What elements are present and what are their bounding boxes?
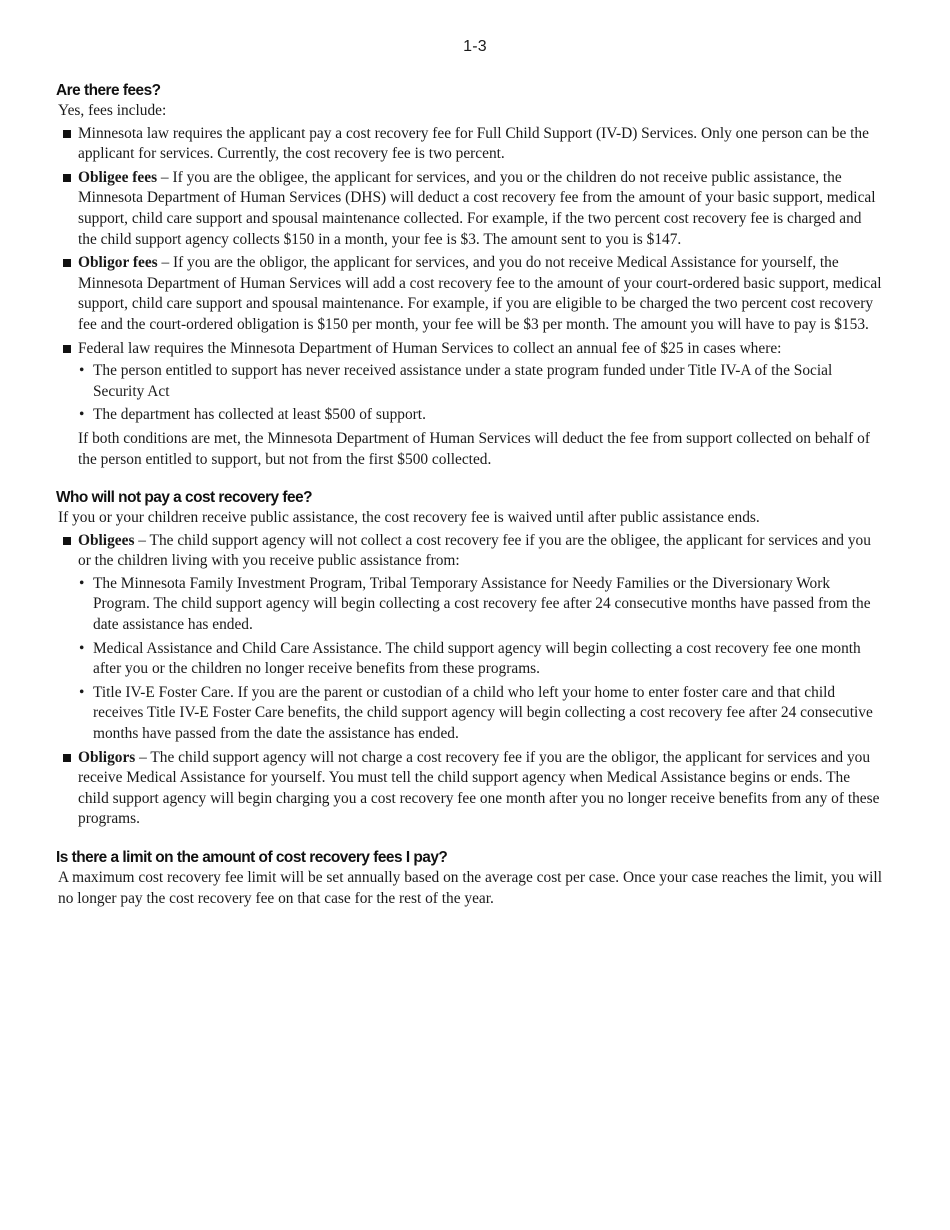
list-item-obligees [56, 531, 882, 745]
square-bullet-icon [63, 345, 71, 353]
dot-bullet-icon: • [79, 362, 85, 380]
sub-list [78, 361, 882, 426]
sub-list-item [78, 574, 882, 636]
section-heading: Is there a limit on the amount of cost recovery fees I pay? [56, 849, 448, 866]
page-number: 1-3 [463, 38, 487, 55]
list-item-note: If both conditions are met, the Minnesota Department of Human Services will deduct the fee from support collected on behalf of the person entitled to support, but not from the first $500 collected. [78, 429, 870, 468]
sub-list-item [78, 639, 882, 680]
term-label: Obligors [78, 748, 136, 766]
section-fee-limit [56, 847, 882, 909]
section-heading: Are there fees? [56, 82, 161, 99]
list-item-obligors [56, 748, 882, 830]
term-label: Obligor fees [78, 254, 158, 272]
exemption-list [56, 531, 882, 830]
fee-list [56, 124, 882, 471]
sub-list-item [78, 361, 882, 402]
document-body [56, 80, 882, 926]
section-heading: Who will not pay a cost recovery fee? [56, 489, 313, 507]
term-label: Obligees [78, 531, 135, 549]
list-item-text: Minnesota law requires the applicant pay a cost recovery fee for Full Child Support (IV-D) Services. Only one person can be the applicant for services. Currently, the cost recovery fee is two percent. [78, 124, 869, 163]
section-who-will-not-pay [56, 487, 882, 830]
square-bullet-icon [63, 259, 71, 267]
sub-list-item-text: The department has collected at least $500 of support. [93, 406, 426, 424]
section-intro: If you or your children receive public assistance, the cost recovery fee is waived until after public assistance ends. [58, 509, 760, 527]
sub-list-item-text: Medical Assistance and Child Care Assistance. The child support agency will begin collecting a cost recovery fee one month after you or the children no longer receive benefits from these programs. [93, 639, 861, 678]
dot-bullet-icon: • [79, 683, 85, 701]
square-bullet-icon [63, 754, 71, 762]
list-item-text: – If you are the obligee, the applicant for services, and you or the children do not receive public assistance, the Minnesota Department of Human Services (DHS) will deduct a cost recovery fee from the amount of your basic support, medical support, child care support and spousal maintenance collected. For example, if the two percent cost recovery fee is charged and the child support agency collects $150 in a month, your fee is $3. The amount sent to you is $147. [78, 168, 876, 248]
list-item-text: – If you are the obligor, the applicant for services, and you do not receive Medical Assistance for yourself, the Minnesota Department of Human Services will add a cost recovery fee to the amount of your court-ordered basic support, medical support, child care support and spousal maintenance. For example, if you are eligible to be charged the two percent cost recovery fee and the court-ordered obligation is $150 per month, your fee will be $3 per month. The amount you will have to pay is $153. [78, 254, 882, 333]
term-label: Obligee fees [78, 168, 158, 186]
list-item-text: Federal law requires the Minnesota Department of Human Services to collect an annual fee of $25 in cases where: [78, 339, 782, 357]
dot-bullet-icon: • [79, 406, 85, 424]
list-item-text: – The child support agency will not collect a cost recovery fee if you are the obligee, the applicant for services and you or the children living with you receive public assistance from: [78, 531, 871, 570]
square-bullet-icon [63, 174, 71, 182]
sub-list-item [78, 683, 882, 745]
section-body: A maximum cost recovery fee limit will be set annually based on the average cost per case. Once your case reaches the limit, you will no longer pay the cost recovery fee on that case for the rest of the year. [58, 869, 882, 907]
sub-list-item-text: Title IV-E Foster Care. If you are the parent or custodian of a child who left your home to enter foster care and that child receives Title IV-E Foster Care benefits, the child support agency will begin collecting a cost recovery fee after 24 consecutive months have passed from the date the assistance has ended. [93, 683, 873, 743]
square-bullet-icon [63, 130, 71, 138]
list-item [56, 124, 882, 165]
dot-bullet-icon: • [79, 574, 85, 592]
dot-bullet-icon: • [79, 639, 85, 657]
sub-list [78, 574, 882, 745]
list-item-obligor-fees [56, 253, 882, 335]
list-item-federal-law [56, 339, 882, 471]
section-intro: Yes, fees include: [58, 102, 167, 119]
sub-list-item-text: The person entitled to support has never received assistance under a state program funded under Title IV-A of the Social Security Act [93, 362, 833, 400]
list-item-text: – The child support agency will not charge a cost recovery fee if you are the obligor, the applicant for services and you receive Medical Assistance for yourself. You must tell the child support agency when Medical Assistance begins or ends. The child support agency will begin charging you a cost recovery fee one month after you no longer receive benefits from any of these programs. [78, 748, 880, 828]
sub-list-item [78, 405, 882, 426]
section-are-there-fees [56, 80, 882, 470]
square-bullet-icon [63, 537, 71, 545]
list-item-obligee-fees [56, 168, 882, 250]
sub-list-item-text: The Minnesota Family Investment Program, Tribal Temporary Assistance for Needy Families or the Diversionary Work Program. The child support agency will begin collecting a cost recovery fee after 24 consecutive months have passed from the date assistance has ended. [93, 574, 871, 634]
